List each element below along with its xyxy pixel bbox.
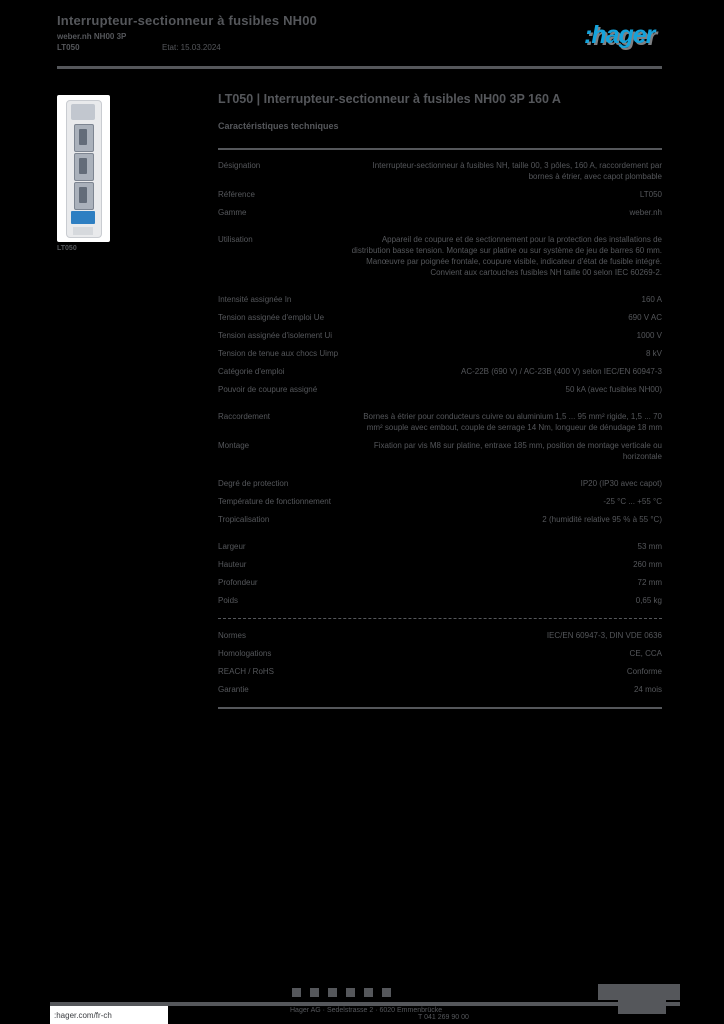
spec-label: Montage (218, 440, 250, 450)
spec-label: Gamme (218, 207, 247, 217)
spec-row (218, 203, 662, 221)
spec-value: Fixation par vis M8 sur platine, entraxe 185 mm, position de montage verticale ou horizontale (373, 440, 662, 461)
device-blue-label (71, 211, 95, 224)
spec-value: CE, CCA (629, 648, 662, 658)
spec-section-3 (218, 290, 662, 398)
spec-section-5 (218, 474, 662, 528)
spec-value: Bornes à étrier pour conducteurs cuivre ou aluminium 1,5 ... 95 mm² rigide, 1,5 ... 70 mm² souple avec embout, couple de serrage 14 Nm, longueur de dénudage 18 mm (363, 411, 662, 432)
spec-value: LT050 (639, 189, 662, 199)
document-status-note: Etat: 15.03.2024 (162, 43, 221, 52)
spec-section-6 (218, 537, 662, 609)
spec-label: Tension assignée d'isolement Ui (218, 330, 333, 340)
spec-label: REACH / RoHS (218, 666, 275, 676)
spec-value: 72 mm (637, 577, 662, 587)
spec-value: IP20 (IP30 avec capot) (580, 478, 662, 488)
spec-label: Degré de protection (218, 478, 289, 488)
spec-row (218, 436, 662, 465)
spec-label: Température de fonctionnement (218, 496, 331, 506)
document-subtitle-range: weber.nh NH00 3P (57, 32, 127, 41)
footer-phone: T 041 269 90 00 (418, 1014, 469, 1021)
fuse-window-3 (74, 182, 94, 210)
spec-value: 0,65 kg (635, 595, 662, 605)
cert-icon-2 (310, 988, 319, 997)
footer-brand-mark-bottom (618, 1000, 666, 1014)
spec-row (218, 510, 662, 528)
spec-label: Hauteur (218, 559, 247, 569)
spec-value: 53 mm (637, 541, 662, 551)
spec-section-1 (218, 156, 662, 221)
spec-value: 50 kA (avec fusibles NH00) (565, 384, 662, 394)
spec-label: Homologations (218, 648, 272, 658)
cert-icon-4 (346, 988, 355, 997)
spec-value: 24 mois (633, 684, 662, 694)
spec-value: Conforme (626, 666, 662, 676)
spec-row (218, 230, 662, 281)
header-divider (57, 66, 662, 69)
spec-label: Tension de tenue aux chocs Uimp (218, 348, 339, 358)
device-body (66, 100, 102, 238)
spec-value: 160 A (641, 294, 662, 304)
spec-label: Utilisation (218, 234, 253, 244)
spec-value: 1000 V (636, 330, 662, 340)
spec-label: Tropicalisation (218, 514, 270, 524)
fuse-window-2 (74, 153, 94, 181)
cert-icon-1 (292, 988, 301, 997)
spec-label: Pouvoir de coupure assigné (218, 384, 318, 394)
spec-value: 260 mm (633, 559, 662, 569)
spec-label: Intensité assignée In (218, 294, 292, 304)
spec-value: 8 kV (645, 348, 662, 358)
spec-section-7 (218, 626, 662, 698)
cert-icon-5 (364, 988, 373, 997)
product-image-caption: LT050 (57, 245, 77, 252)
table-section-divider (218, 618, 662, 619)
spec-row (218, 344, 662, 362)
spec-label: Tension assignée d'emploi Ue (218, 312, 325, 322)
spec-label: Poids (218, 595, 239, 605)
footer-url-box[interactable] (50, 1006, 168, 1024)
spec-row (218, 407, 662, 436)
spec-row (218, 537, 662, 555)
spec-label: Normes (218, 630, 247, 640)
spec-row (218, 185, 662, 203)
page-title: LT050 | Interrupteur-sectionneur à fusibles NH00 3P 160 A (218, 92, 561, 106)
spec-value: 2 (humidité relative 95 % à 55 °C) (542, 514, 662, 524)
hager-logo: :hager (584, 21, 655, 49)
footer-url-link[interactable]: :hager.com/fr-ch (54, 1010, 112, 1020)
spec-value: -25 °C ... +55 °C (603, 496, 662, 506)
spec-label: Référence (218, 189, 255, 199)
spec-row (218, 626, 662, 644)
spec-row (218, 290, 662, 308)
document-title: Interrupteur-sectionneur à fusibles NH00 (57, 13, 318, 28)
device-handle (71, 104, 95, 120)
footer-address: Hager AG · Sedelstrasse 2 · 6020 Emmenbrücke (290, 1007, 443, 1014)
spec-value: IEC/EN 60947-3, DIN VDE 0636 (546, 630, 662, 640)
spec-label: Catégorie d'emploi (218, 366, 285, 376)
spec-label: Raccordement (218, 411, 271, 421)
certification-icons (292, 988, 391, 997)
spec-row (218, 644, 662, 662)
spec-value: AC-22B (690 V) / AC-23B (400 V) selon IEC/EN 60947-3 (461, 366, 662, 376)
document-subtitle-reference: LT050 (57, 43, 80, 52)
spec-value: Interrupteur-sectionneur à fusibles NH, taille 00, 3 pôles, 160 A, raccordement par bornes à étrier, avec capot plombable (372, 160, 662, 181)
spec-row (218, 573, 662, 591)
spec-table (218, 148, 662, 709)
section-title: Caractéristiques techniques (218, 121, 339, 131)
spec-row (218, 326, 662, 344)
fuse-window-1 (74, 124, 94, 152)
spec-label: Largeur (218, 541, 246, 551)
device-foot (73, 227, 93, 235)
spec-value: Appareil de coupure et de sectionnement pour la protection des installations de distribution basse tension. Montage sur platine ou sur système de jeu de barres 60 mm. Manœuvre par poignée frontale, coupure visible, indicateur d'état de fusible intégré. Convient aux cartouches fusibles NH taille 00 selon IEC 60269-2. (351, 234, 662, 277)
spec-value: 690 V AC (628, 312, 662, 322)
spec-label: Garantie (218, 684, 249, 694)
spec-row (218, 156, 662, 185)
spec-section-4 (218, 407, 662, 465)
spec-section-2 (218, 230, 662, 281)
table-bottom-border (218, 707, 662, 709)
spec-row (218, 380, 662, 398)
spec-value: weber.nh (629, 207, 662, 217)
spec-row (218, 474, 662, 492)
spec-row (218, 492, 662, 510)
footer-brand-mark-top (598, 984, 680, 1000)
spec-row (218, 555, 662, 573)
spec-label: Désignation (218, 160, 261, 170)
cert-icon-6 (382, 988, 391, 997)
spec-row (218, 591, 662, 609)
spec-label: Profondeur (218, 577, 258, 587)
spec-row (218, 680, 662, 698)
spec-row (218, 662, 662, 680)
cert-icon-3 (328, 988, 337, 997)
spec-row (218, 362, 662, 380)
spec-row (218, 308, 662, 326)
product-image (57, 95, 110, 242)
